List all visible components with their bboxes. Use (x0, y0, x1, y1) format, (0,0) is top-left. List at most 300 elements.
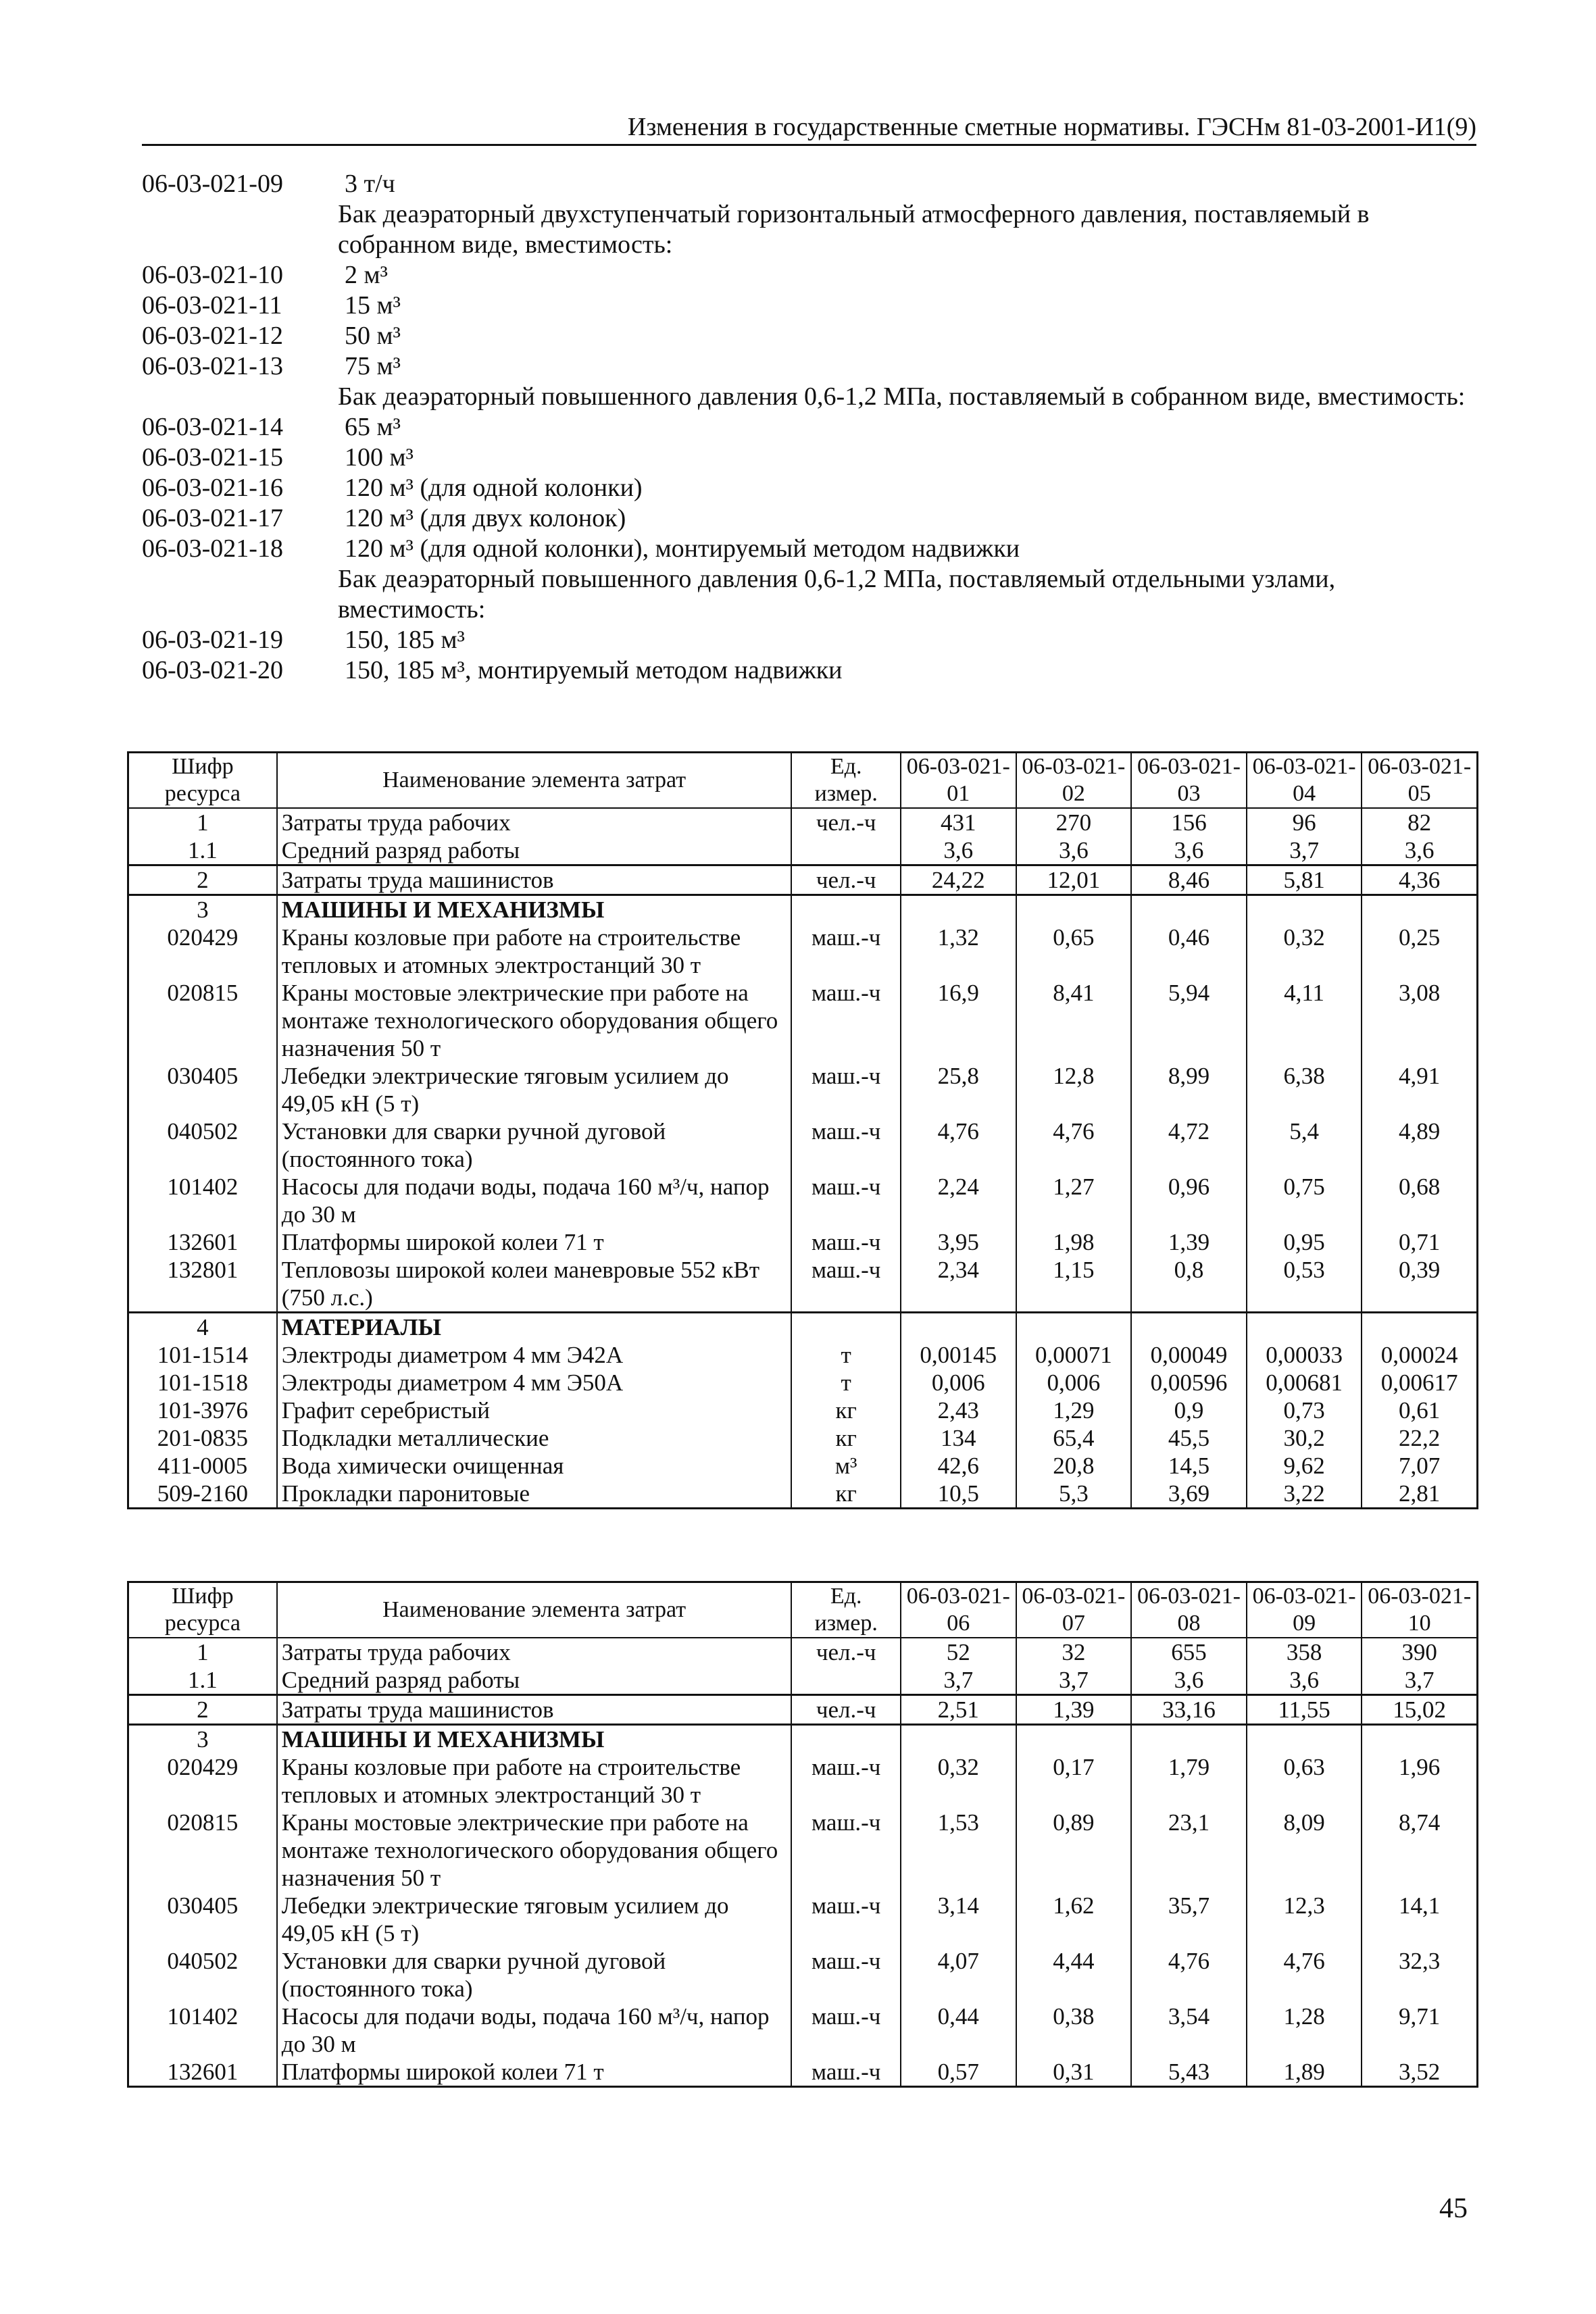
resource-code-cell: 1.1 (128, 1666, 277, 1695)
value-cell: 8,41 (1016, 979, 1132, 1062)
unit-cell: маш.-ч (791, 1117, 901, 1173)
norm-code-row (142, 473, 1487, 503)
value-cell: 24,22 (901, 865, 1016, 895)
col-header-norm: 06-03-021-07 (1016, 1582, 1132, 1638)
value-cell: 1,32 (901, 924, 1016, 979)
value-cell: 0,8 (1131, 1256, 1247, 1313)
table-row (128, 1725, 1478, 1754)
value-cell: 12,3 (1247, 1892, 1362, 1947)
unit-cell: чел.-ч (791, 1638, 901, 1666)
value-cell: 0,00033 (1247, 1341, 1362, 1369)
norm-code-value: 2 м³ (345, 261, 388, 289)
value-cell: 8,99 (1131, 1062, 1247, 1117)
value-cell: 82 (1407, 809, 1432, 836)
value-cell (901, 1313, 1016, 1342)
value-cell: 8,74 (1399, 1809, 1441, 1836)
table-row (128, 1369, 1478, 1397)
norm-group-description: Бак деаэраторный повышенного давления 0,6-1,2 МПа, поставляемый в собранном виде, вместимость: (338, 382, 1466, 411)
table-row (128, 895, 1478, 924)
resource-code-cell: 132601 (128, 2058, 277, 2087)
value-cell: 20,8 (1016, 1452, 1132, 1480)
norm-code-row (142, 655, 1487, 686)
resource-name-cell: Установки для сварки ручной дуговой (постоянного тока) (277, 1117, 792, 1173)
value-cell: 10,5 (901, 1480, 1016, 1509)
col-header-norm: 06-03-021-03 (1131, 753, 1247, 809)
value-cell: 9,62 (1247, 1452, 1362, 1480)
resource-name-cell: Вода химически очищенная (277, 1452, 792, 1480)
table-row (128, 1062, 1478, 1117)
value-cell: 0,73 (1247, 1397, 1362, 1424)
value-cell: 0,95 (1247, 1228, 1362, 1256)
value-cell: 0,71 (1399, 1229, 1441, 1255)
value-cell: 0,006 (1016, 1369, 1132, 1397)
value-cell: 1,39 (1016, 1695, 1132, 1725)
value-cell: 9,71 (1399, 2003, 1441, 2030)
value-cell: 390 (1401, 1639, 1437, 1665)
resource-code-cell: 020815 (128, 979, 277, 1062)
value-cell: 3,6 (1247, 1666, 1362, 1695)
value-cell: 0,00049 (1131, 1341, 1247, 1369)
value-cell: 0,65 (1016, 924, 1132, 979)
unit-cell (791, 895, 901, 924)
resource-name-cell: Графит серебристый (277, 1397, 792, 1424)
resource-code-cell: 101402 (128, 1173, 277, 1228)
col-header-code: Шифр ресурса (128, 753, 277, 809)
resource-table-1 (127, 751, 1478, 1509)
value-cell: 4,44 (1016, 1947, 1132, 2003)
value-cell: 2,24 (901, 1173, 1016, 1228)
unit-cell (791, 1725, 901, 1754)
table-row (128, 1424, 1478, 1452)
resource-name-cell: Электроды диаметром 4 мм Э50А (277, 1369, 792, 1397)
resource-code-cell: 020429 (128, 1753, 277, 1809)
page-number: 45 (1439, 2193, 1468, 2224)
unit-cell: чел.-ч (791, 865, 901, 895)
value-cell: 4,76 (1016, 1117, 1132, 1173)
norm-code: 06-03-021-15 (142, 443, 283, 472)
value-cell: 15,02 (1362, 1695, 1477, 1725)
value-cell (1362, 1725, 1477, 1754)
col-header-norm: 06-03-021-04 (1247, 753, 1362, 809)
table-row (128, 1947, 1478, 2003)
col-header-norm: 06-03-021-08 (1131, 1582, 1247, 1638)
value-cell: 42,6 (901, 1452, 1016, 1480)
table-row (128, 1228, 1478, 1256)
resource-name-cell: МАТЕРИАЛЫ (277, 1313, 792, 1342)
value-cell: 2,51 (901, 1695, 1016, 1725)
col-header-norm: 06-03-021-10 (1362, 1582, 1477, 1638)
resource-code-cell: 3 (128, 895, 277, 924)
norm-code: 06-03-021-10 (142, 261, 283, 289)
value-cell: 35,7 (1131, 1892, 1247, 1947)
col-header-code: Шифр ресурса (128, 1582, 277, 1638)
table-row (128, 924, 1478, 979)
value-cell: 5,81 (1247, 865, 1362, 895)
value-cell: 3,22 (1247, 1480, 1362, 1509)
value-cell: 5,3 (1016, 1480, 1132, 1509)
value-cell: 4,91 (1399, 1063, 1441, 1089)
value-cell: 96 (1247, 808, 1362, 836)
resource-name-cell: Затраты труда рабочих (277, 808, 792, 836)
table-row (128, 1809, 1478, 1892)
value-cell: 0,00596 (1131, 1369, 1247, 1397)
value-cell: 52 (901, 1638, 1016, 1666)
norm-code-value: 75 м³ (345, 352, 401, 380)
table-row (128, 1695, 1478, 1725)
resource-code-cell: 509-2160 (128, 1480, 277, 1509)
value-cell: 2,43 (901, 1397, 1016, 1424)
value-cell: 16,9 (901, 979, 1016, 1062)
value-cell: 1,15 (1016, 1256, 1132, 1313)
value-cell (1016, 1725, 1132, 1754)
norm-code-row (142, 291, 1487, 321)
table-row (128, 808, 1478, 836)
value-cell: 0,25 (1399, 924, 1441, 951)
col-header-norm: 06-03-021-09 (1247, 1582, 1362, 1638)
value-cell: 32,3 (1399, 1948, 1441, 1974)
norm-code-value: 120 м³ (для одной колонки) (345, 474, 643, 502)
value-cell (901, 895, 1016, 924)
value-cell: 0,32 (901, 1753, 1016, 1809)
value-cell (1131, 1313, 1247, 1342)
unit-cell: маш.-ч (791, 1753, 901, 1809)
norm-code-row (142, 351, 1487, 382)
value-cell: 7,07 (1399, 1453, 1441, 1479)
table-row (128, 865, 1478, 895)
norm-code-row (142, 534, 1487, 564)
norm-code-value: 150, 185 м³, монтируемый методом надвижки (345, 656, 843, 684)
table-row (128, 1480, 1478, 1509)
norm-code: 06-03-021-19 (142, 626, 283, 654)
norm-code-value: 150, 185 м³ (345, 626, 465, 654)
value-cell: 4,72 (1131, 1117, 1247, 1173)
value-cell: 0,57 (901, 2058, 1016, 2087)
resource-name-cell: Краны козловые при работе на строительстве тепловых и атомных электростанций 30 т (277, 1753, 792, 1809)
value-cell: 4,36 (1362, 865, 1477, 895)
value-cell: 0,68 (1399, 1174, 1441, 1200)
table-row (128, 1753, 1478, 1809)
value-cell: 3,6 (901, 836, 1016, 865)
norm-code-value: 120 м³ (для двух колонок) (345, 504, 626, 532)
value-cell: 3,54 (1131, 2003, 1247, 2058)
value-cell: 0,00024 (1380, 1342, 1458, 1368)
value-cell: 22,2 (1399, 1425, 1441, 1451)
norm-code-row (142, 503, 1487, 534)
col-header-name: Наименование элемента затрат (277, 1582, 792, 1638)
resource-code-cell: 101-1514 (128, 1341, 277, 1369)
col-header-name: Наименование элемента затрат (277, 753, 792, 809)
value-cell: 0,39 (1399, 1257, 1441, 1283)
value-cell: 3,08 (1399, 980, 1441, 1006)
value-cell: 3,6 (1131, 836, 1247, 865)
value-cell: 4,11 (1247, 979, 1362, 1062)
table-row (128, 1341, 1478, 1369)
value-cell: 1,27 (1016, 1173, 1132, 1228)
resource-code-cell: 4 (128, 1313, 277, 1342)
value-cell: 0,53 (1247, 1256, 1362, 1313)
resource-code-cell: 132601 (128, 1228, 277, 1256)
resource-name-cell: Электроды диаметром 4 мм Э42А (277, 1341, 792, 1369)
value-cell: 0,75 (1247, 1173, 1362, 1228)
table-row (128, 1173, 1478, 1228)
value-cell: 3,6 (1131, 1666, 1247, 1695)
unit-cell: маш.-ч (791, 1228, 901, 1256)
resource-name-cell: Лебедки электрические тяговым усилием до 49,05 кН (5 т) (277, 1892, 792, 1947)
value-cell: 3,7 (1016, 1666, 1132, 1695)
value-cell: 3,7 (1404, 1667, 1435, 1693)
value-cell: 0,89 (1016, 1809, 1132, 1892)
table-row (128, 1256, 1478, 1313)
norm-code: 06-03-021-16 (142, 474, 283, 502)
unit-cell: маш.-ч (791, 924, 901, 979)
resource-code-cell: 1 (128, 808, 277, 836)
norm-code-value: 65 м³ (345, 413, 401, 441)
norm-code: 06-03-021-18 (142, 534, 283, 563)
resource-code-cell: 030405 (128, 1892, 277, 1947)
norm-code-row (142, 625, 1487, 655)
resource-code-cell: 101-1518 (128, 1369, 277, 1397)
value-cell (1247, 1725, 1362, 1754)
value-cell: 0,44 (901, 2003, 1016, 2058)
table-row (128, 1117, 1478, 1173)
col-header-norm: 06-03-021-01 (901, 753, 1016, 809)
resource-name-cell: Насосы для подачи воды, подача 160 м³/ч, напор до 30 м (277, 1173, 792, 1228)
resource-name-cell: Установки для сварки ручной дуговой (постоянного тока) (277, 1947, 792, 2003)
value-cell (1131, 895, 1247, 924)
col-header-unit: Ед. измер. (791, 753, 901, 809)
value-cell: 1,28 (1247, 2003, 1362, 2058)
value-cell: 1,89 (1247, 2058, 1362, 2087)
value-cell: 12,8 (1016, 1062, 1132, 1117)
col-header-norm: 06-03-021-06 (901, 1582, 1016, 1638)
resource-code-cell: 2 (128, 1695, 277, 1725)
col-header-norm: 06-03-021-05 (1362, 753, 1477, 809)
unit-cell: маш.-ч (791, 2058, 901, 2087)
unit-cell (791, 1666, 901, 1695)
resource-code-cell: 040502 (128, 1947, 277, 2003)
value-cell: 156 (1131, 808, 1247, 836)
norm-code-value: 100 м³ (345, 443, 414, 472)
resource-code-cell: 411-0005 (128, 1452, 277, 1480)
value-cell: 8,46 (1131, 865, 1247, 895)
unit-cell: кг (791, 1424, 901, 1452)
unit-cell: маш.-ч (791, 1892, 901, 1947)
value-cell: 6,38 (1247, 1062, 1362, 1117)
value-cell: 0,00071 (1016, 1341, 1132, 1369)
value-cell: 0,00145 (901, 1341, 1016, 1369)
unit-cell: маш.-ч (791, 1256, 901, 1313)
unit-cell: м³ (791, 1452, 901, 1480)
value-cell: 0,31 (1016, 2058, 1132, 2087)
value-cell: 1,98 (1016, 1228, 1132, 1256)
value-cell: 5,4 (1247, 1117, 1362, 1173)
page-header: Изменения в государственные сметные нормативы. ГЭСНм 81-03-2001-И1(9) (142, 111, 1476, 146)
table-row (128, 2058, 1478, 2087)
unit-cell: кг (791, 1397, 901, 1424)
norm-code: 06-03-021-09 (142, 170, 283, 198)
resource-code-cell: 101402 (128, 2003, 277, 2058)
value-cell: 0,006 (901, 1369, 1016, 1397)
value-cell: 3,7 (901, 1666, 1016, 1695)
table-row (128, 2003, 1478, 2058)
unit-cell: т (791, 1369, 901, 1397)
value-cell: 3,14 (901, 1892, 1016, 1947)
value-cell: 33,16 (1131, 1695, 1247, 1725)
resource-code-cell: 3 (128, 1725, 277, 1754)
value-cell (1362, 1313, 1477, 1342)
value-cell: 4,76 (901, 1117, 1016, 1173)
unit-cell: маш.-ч (791, 1947, 901, 2003)
value-cell: 1,39 (1131, 1228, 1247, 1256)
value-cell: 5,43 (1131, 2058, 1247, 2087)
value-cell: 3,69 (1131, 1480, 1247, 1509)
resource-table-2 (127, 1581, 1478, 2088)
value-cell: 0,9 (1131, 1397, 1247, 1424)
table-row (128, 836, 1478, 865)
value-cell (1362, 895, 1477, 924)
value-cell: 270 (1016, 808, 1132, 836)
resource-code-cell: 201-0835 (128, 1424, 277, 1452)
unit-cell: чел.-ч (791, 808, 901, 836)
col-header-norm: 06-03-021-02 (1016, 753, 1132, 809)
resource-name-cell: Платформы широкой колеи 71 т (277, 2058, 792, 2087)
resource-name-cell: Затраты труда рабочих (277, 1638, 792, 1666)
value-cell (1131, 1725, 1247, 1754)
value-cell: 3,95 (901, 1228, 1016, 1256)
value-cell: 3,52 (1399, 2059, 1441, 2085)
resource-code-cell: 2 (128, 865, 277, 895)
norm-code-value: 50 м³ (345, 322, 401, 350)
value-cell: 25,8 (901, 1062, 1016, 1117)
resource-name-cell: Средний разряд работы (277, 1666, 792, 1695)
value-cell: 0,17 (1016, 1753, 1132, 1809)
unit-cell: маш.-ч (791, 1809, 901, 1892)
value-cell: 11,55 (1247, 1695, 1362, 1725)
norm-codes-list (142, 169, 1487, 686)
value-cell: 30,2 (1247, 1424, 1362, 1452)
value-cell: 0,38 (1016, 2003, 1132, 2058)
table-row (128, 1666, 1478, 1695)
value-cell (1016, 1313, 1132, 1342)
norm-code: 06-03-021-17 (142, 504, 283, 532)
value-cell: 134 (901, 1424, 1016, 1452)
table-row (128, 1892, 1478, 1947)
value-cell (1247, 895, 1362, 924)
resource-code-cell: 020429 (128, 924, 277, 979)
unit-cell (791, 1313, 901, 1342)
resource-name-cell: Тепловозы широкой колеи маневровые 552 кВт (750 л.с.) (277, 1256, 792, 1313)
value-cell: 14,5 (1131, 1452, 1247, 1480)
table-row (128, 1397, 1478, 1424)
value-cell: 5,94 (1131, 979, 1247, 1062)
norm-code: 06-03-021-13 (142, 352, 283, 380)
resource-name-cell: Прокладки паронитовые (277, 1480, 792, 1509)
norm-code-value: 120 м³ (для одной колонки), монтируемый методом надвижки (345, 534, 1020, 563)
unit-cell: т (791, 1341, 901, 1369)
table-row (128, 1638, 1478, 1666)
value-cell: 8,09 (1247, 1809, 1362, 1892)
value-cell: 65,4 (1016, 1424, 1132, 1452)
value-cell: 45,5 (1131, 1424, 1247, 1452)
resource-name-cell: Средний разряд работы (277, 836, 792, 865)
norm-code-row (142, 321, 1487, 351)
norm-group-description: Бак деаэраторный повышенного давления 0,6-1,2 МПа, поставляемый отдельными узлами, вместимость: (338, 565, 1336, 624)
resource-name-cell: Краны мостовые электрические при работе на монтаже технологического оборудования общего назначения 50 т (277, 1809, 792, 1892)
unit-cell: маш.-ч (791, 1173, 901, 1228)
unit-cell: маш.-ч (791, 2003, 901, 2058)
value-cell: 12,01 (1016, 865, 1132, 895)
resource-code-cell: 040502 (128, 1117, 277, 1173)
value-cell (901, 1725, 1016, 1754)
norm-code: 06-03-021-12 (142, 322, 283, 350)
norm-code-row (142, 260, 1487, 291)
value-cell: 3,6 (1404, 837, 1435, 863)
resource-code-cell: 020815 (128, 1809, 277, 1892)
value-cell: 1,29 (1016, 1397, 1132, 1424)
norm-code: 06-03-021-14 (142, 413, 283, 441)
resource-name-cell: МАШИНЫ И МЕХАНИЗМЫ (277, 1725, 792, 1754)
value-cell: 32 (1016, 1638, 1132, 1666)
value-cell: 0,00681 (1247, 1369, 1362, 1397)
unit-cell: маш.-ч (791, 979, 901, 1062)
resource-name-cell: Затраты труда машинистов (277, 1695, 792, 1725)
resource-code-cell: 1 (128, 1638, 277, 1666)
value-cell: 14,1 (1399, 1892, 1441, 1919)
col-header-unit: Ед. измер. (791, 1582, 901, 1638)
resource-name-cell: Краны козловые при работе на строительстве тепловых и атомных электростанций 30 т (277, 924, 792, 979)
value-cell (1016, 895, 1132, 924)
value-cell: 0,46 (1131, 924, 1247, 979)
resource-name-cell: Платформы широкой колеи 71 т (277, 1228, 792, 1256)
norm-group-description: Бак деаэраторный двухступенчатый горизонтальный атмосферного давления, поставляемый в собранном виде, вместимость: (338, 200, 1370, 259)
value-cell: 4,76 (1131, 1947, 1247, 2003)
value-cell: 1,79 (1131, 1753, 1247, 1809)
value-cell: 0,32 (1247, 924, 1362, 979)
resource-code-cell: 101-3976 (128, 1397, 277, 1424)
resource-name-cell: МАШИНЫ И МЕХАНИЗМЫ (277, 895, 792, 924)
resource-name-cell: Подкладки металлические (277, 1424, 792, 1452)
value-cell: 0,96 (1131, 1173, 1247, 1228)
resource-name-cell: Затраты труда машинистов (277, 865, 792, 895)
value-cell: 2,34 (901, 1256, 1016, 1313)
resource-code-cell: 1.1 (128, 836, 277, 865)
value-cell: 4,76 (1247, 1947, 1362, 2003)
value-cell: 2,81 (1399, 1480, 1441, 1507)
norm-code: 06-03-021-20 (142, 656, 283, 684)
norm-code-row (142, 443, 1487, 473)
value-cell: 3,6 (1016, 836, 1132, 865)
value-cell: 655 (1131, 1638, 1247, 1666)
table-row (128, 979, 1478, 1062)
resource-name-cell: Краны мостовые электрические при работе на монтаже технологического оборудования общего назначения 50 т (277, 979, 792, 1062)
resource-name-cell: Лебедки электрические тяговым усилием до 49,05 кН (5 т) (277, 1062, 792, 1117)
resource-code-cell: 132801 (128, 1256, 277, 1313)
unit-cell: чел.-ч (791, 1695, 901, 1725)
norm-code: 06-03-021-11 (142, 291, 282, 320)
value-cell (1247, 1313, 1362, 1342)
value-cell: 0,61 (1399, 1397, 1441, 1424)
value-cell: 0,00617 (1380, 1369, 1458, 1396)
resource-code-cell: 030405 (128, 1062, 277, 1117)
value-cell: 358 (1247, 1638, 1362, 1666)
unit-cell: маш.-ч (791, 1062, 901, 1117)
norm-code-value: 15 м³ (345, 291, 401, 320)
value-cell: 23,1 (1131, 1809, 1247, 1892)
value-cell: 4,89 (1399, 1118, 1441, 1145)
table-row (128, 1313, 1478, 1342)
value-cell: 0,63 (1247, 1753, 1362, 1809)
value-cell: 1,62 (1016, 1892, 1132, 1947)
